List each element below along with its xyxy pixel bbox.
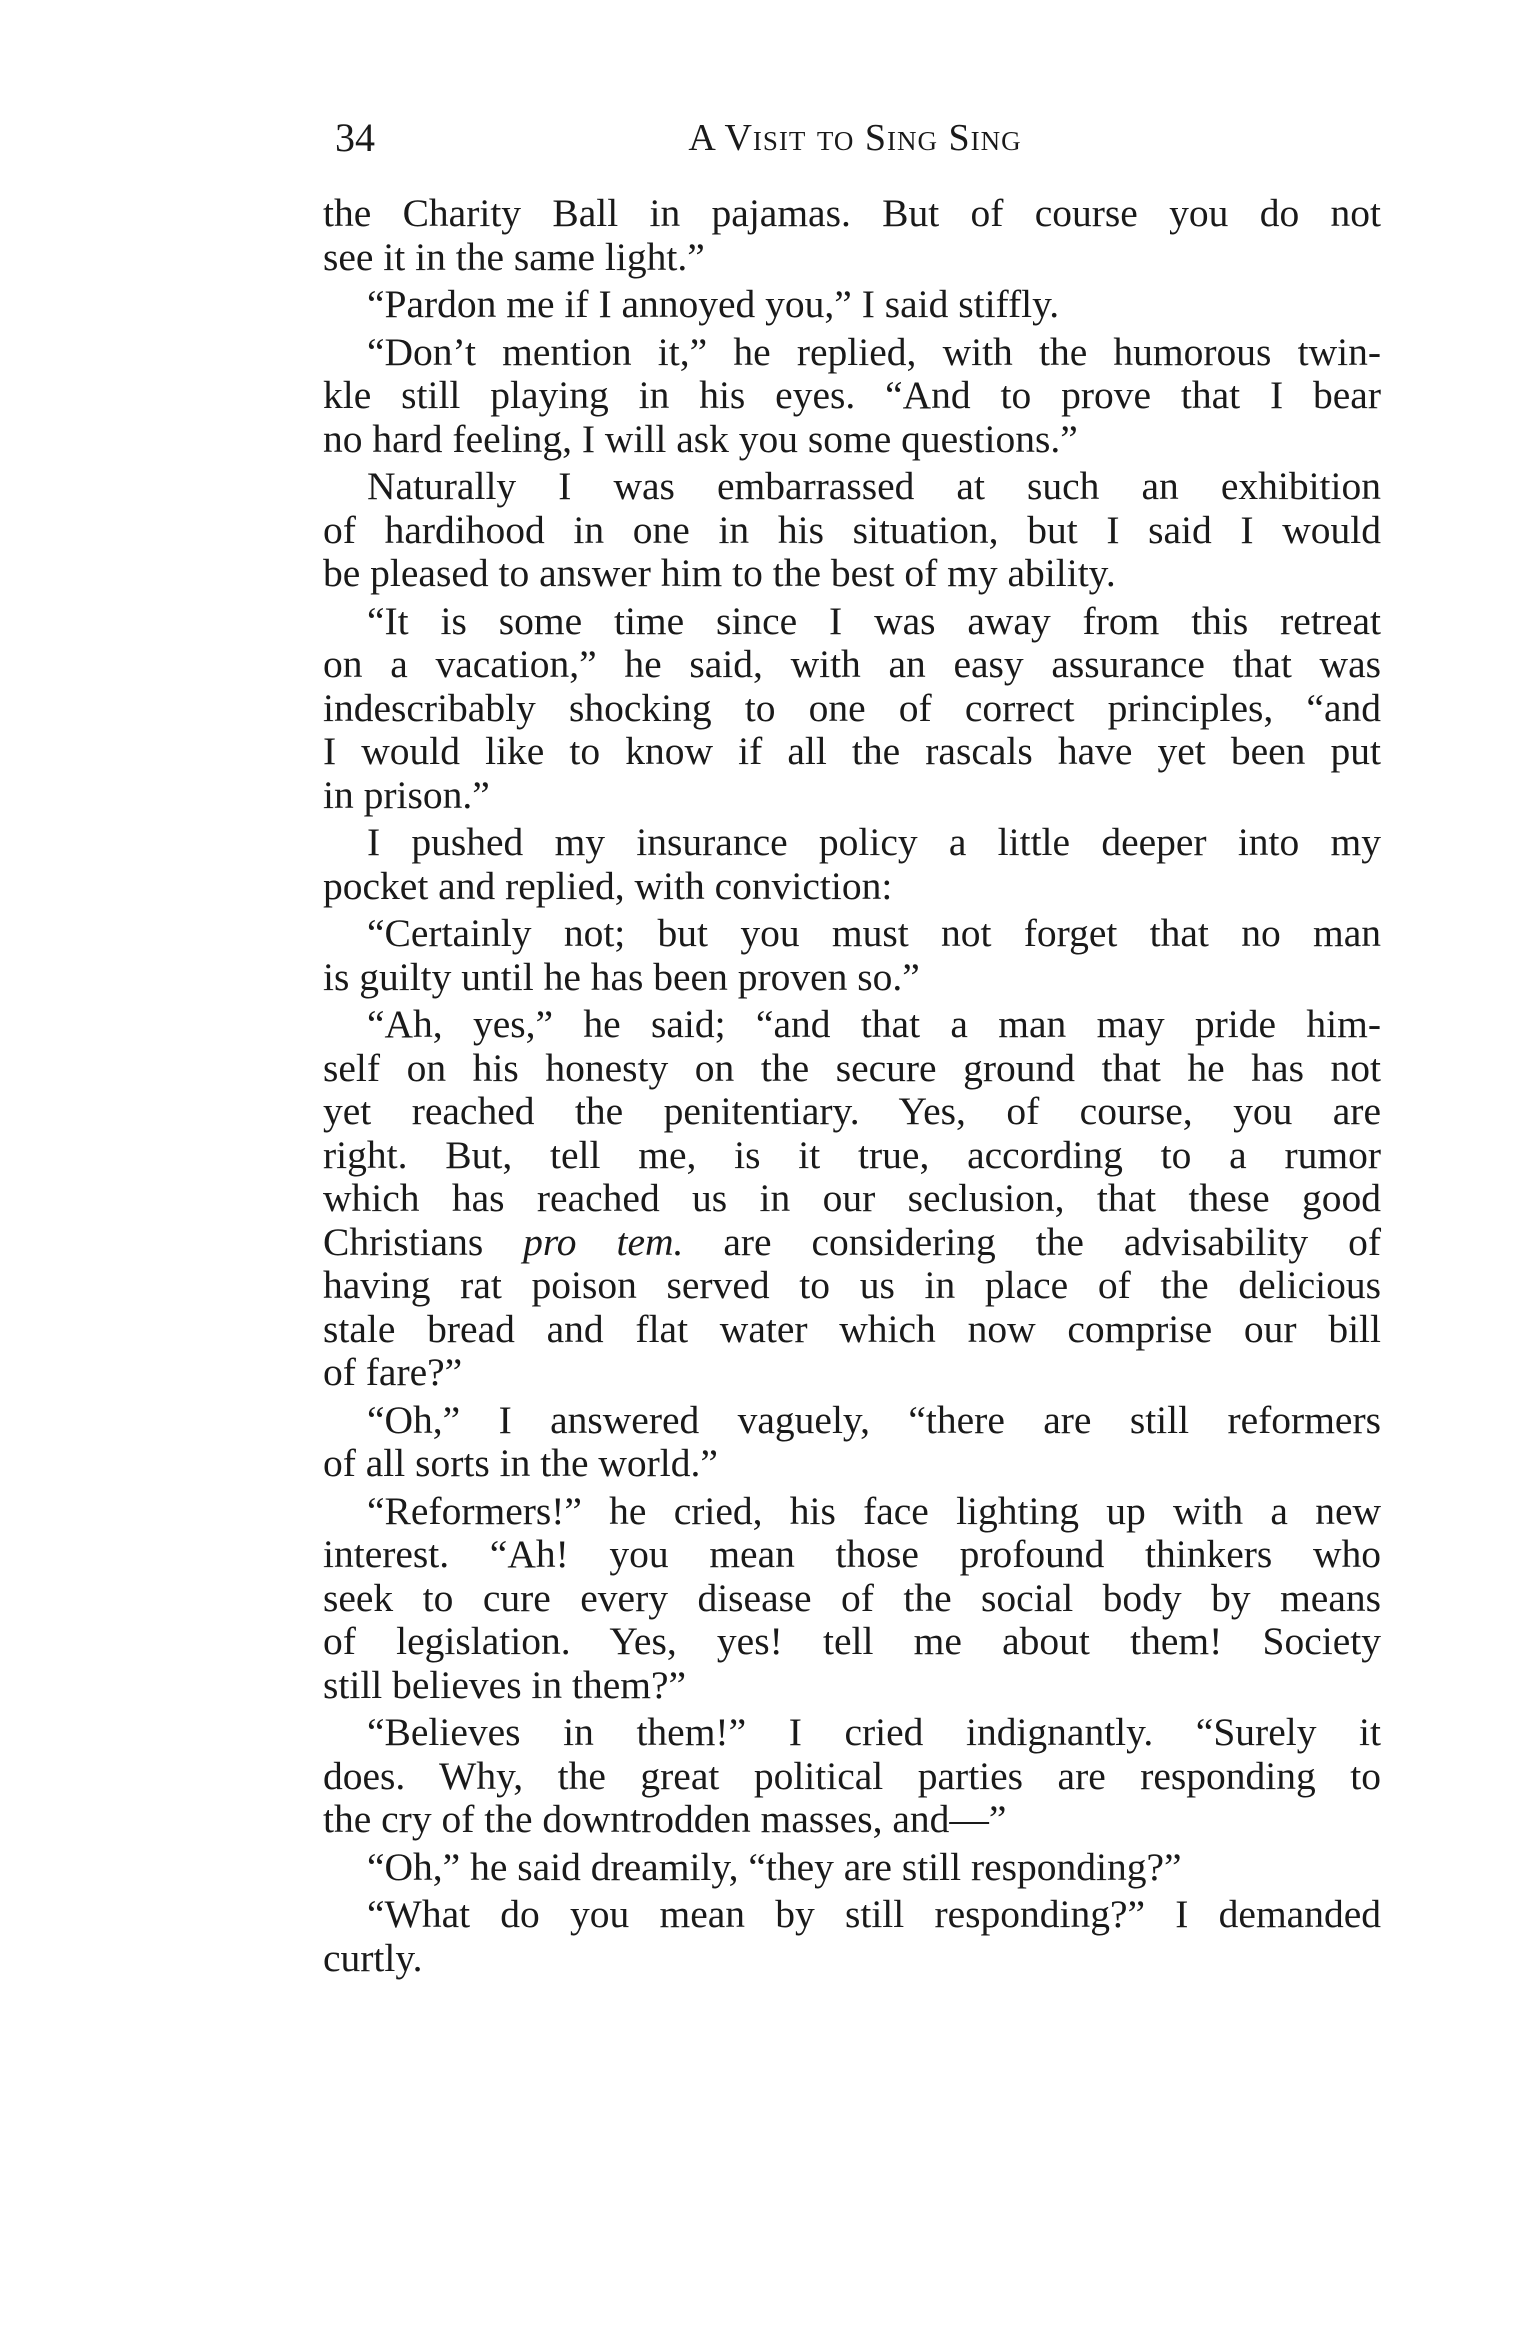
text-line: kle still playing in his eyes. “And to prove that I bear [323,373,1381,417]
text-line: seek to cure every disease of the social body by means [323,1575,1381,1620]
text-line: interest. “Ah! you mean those profound thinkers who [323,1532,1381,1576]
text-line: is guilty until he has been proven so.” [323,954,920,999]
paragraph [323,1490,1381,1708]
running-title: A Visit to Sing Sing [688,117,1022,159]
text-line: self on his honesty on the secure ground that he has not [323,1045,1381,1090]
text-line: “Certainly not; but you must not forget that no man [367,911,1381,955]
text-line: yet reached the penitentiary. Yes, of course, you are [323,1089,1381,1133]
text-line: indescribably shocking to one of correct principles, “and [323,685,1381,730]
text-line: Naturally I was embarrassed at such an exhibition [367,464,1381,508]
text-line: in prison.” [323,772,490,817]
text-line: pocket and replied, with conviction: [323,863,893,908]
text-line: “Reformers!” he cried, his face lighting up with a new [367,1488,1381,1533]
text-line: be pleased to answer him to the best of my ability. [323,551,1116,595]
text-line: does. Why, the great political parties are responding to [323,1753,1381,1798]
paragraph [323,331,1381,462]
paragraph [323,912,1381,999]
text-span: are considering the advisability of [683,1219,1381,1264]
text-line: curtly. [323,1935,423,1980]
text-line: right. But, tell me, is it true, according to a rumor [323,1132,1381,1177]
italic-phrase: pro tem. [523,1219,684,1264]
text-line: “Oh,” I answered vaguely, “there are still reformers [367,1397,1381,1442]
paragraph [323,465,1381,596]
page-header [325,108,1385,168]
paragraph [323,192,1381,279]
page-number: 34 [335,115,375,160]
text-line: no hard feeling, I will ask you some questions.” [323,416,1078,461]
text-line: still believes in them?” [323,1662,687,1707]
text-line: of legislation. Yes, yes! tell me about them! Society [323,1619,1381,1663]
text-line: see it in the same light.” [323,234,705,279]
text-span: Christians [323,1219,524,1264]
text-line-with-italic [323,1221,1381,1265]
text-line: having rat poison served to us in place of the delicious [323,1263,1381,1307]
paragraph [323,600,1381,818]
paragraph [323,283,1381,327]
paragraph [323,1893,1381,1980]
text-line: of all sorts in the world.” [323,1441,718,1485]
paragraph [323,1003,1381,1395]
paragraph [323,1846,1381,1890]
body-text [323,192,1381,1980]
text-line: on a vacation,” he said, with an easy assurance that was [323,642,1381,686]
text-line: “It is some time since I was away from this retreat [367,598,1381,643]
text-line: “What do you mean by still responding?” I demanded [367,1892,1381,1936]
text-line: stale bread and flat water which now comprise our bill [323,1306,1381,1351]
text-line: the cry of the downtrodden masses, and—” [323,1797,1007,1841]
text-line: “Don’t mention it,” he replied, with the humorous twin- [367,329,1381,374]
paragraph [323,1399,1381,1486]
text-line: I would like to know if all the rascals have yet been put [323,729,1381,773]
paragraph [323,821,1381,908]
text-line: I pushed my insurance policy a little deeper into my [367,820,1381,864]
text-line: which has reached us in our seclusion, that these good [323,1176,1381,1220]
text-line: of fare?” [323,1350,463,1394]
text-line: of hardihood in one in his situation, but I said I would [323,507,1381,552]
text-line: “Oh,” he said dreamily, “they are still responding?” [367,1844,1182,1889]
text-line: “Pardon me if I annoyed you,” I said stiffly. [367,282,1060,326]
text-line: the Charity Ball in pajamas. But of course you do not [323,191,1381,235]
paragraph [323,1711,1381,1842]
text-line: “Believes in them!” I cried indignantly. “Surely it [367,1710,1381,1754]
text-line: “Ah, yes,” he said; “and that a man may pride him- [367,1002,1381,1046]
